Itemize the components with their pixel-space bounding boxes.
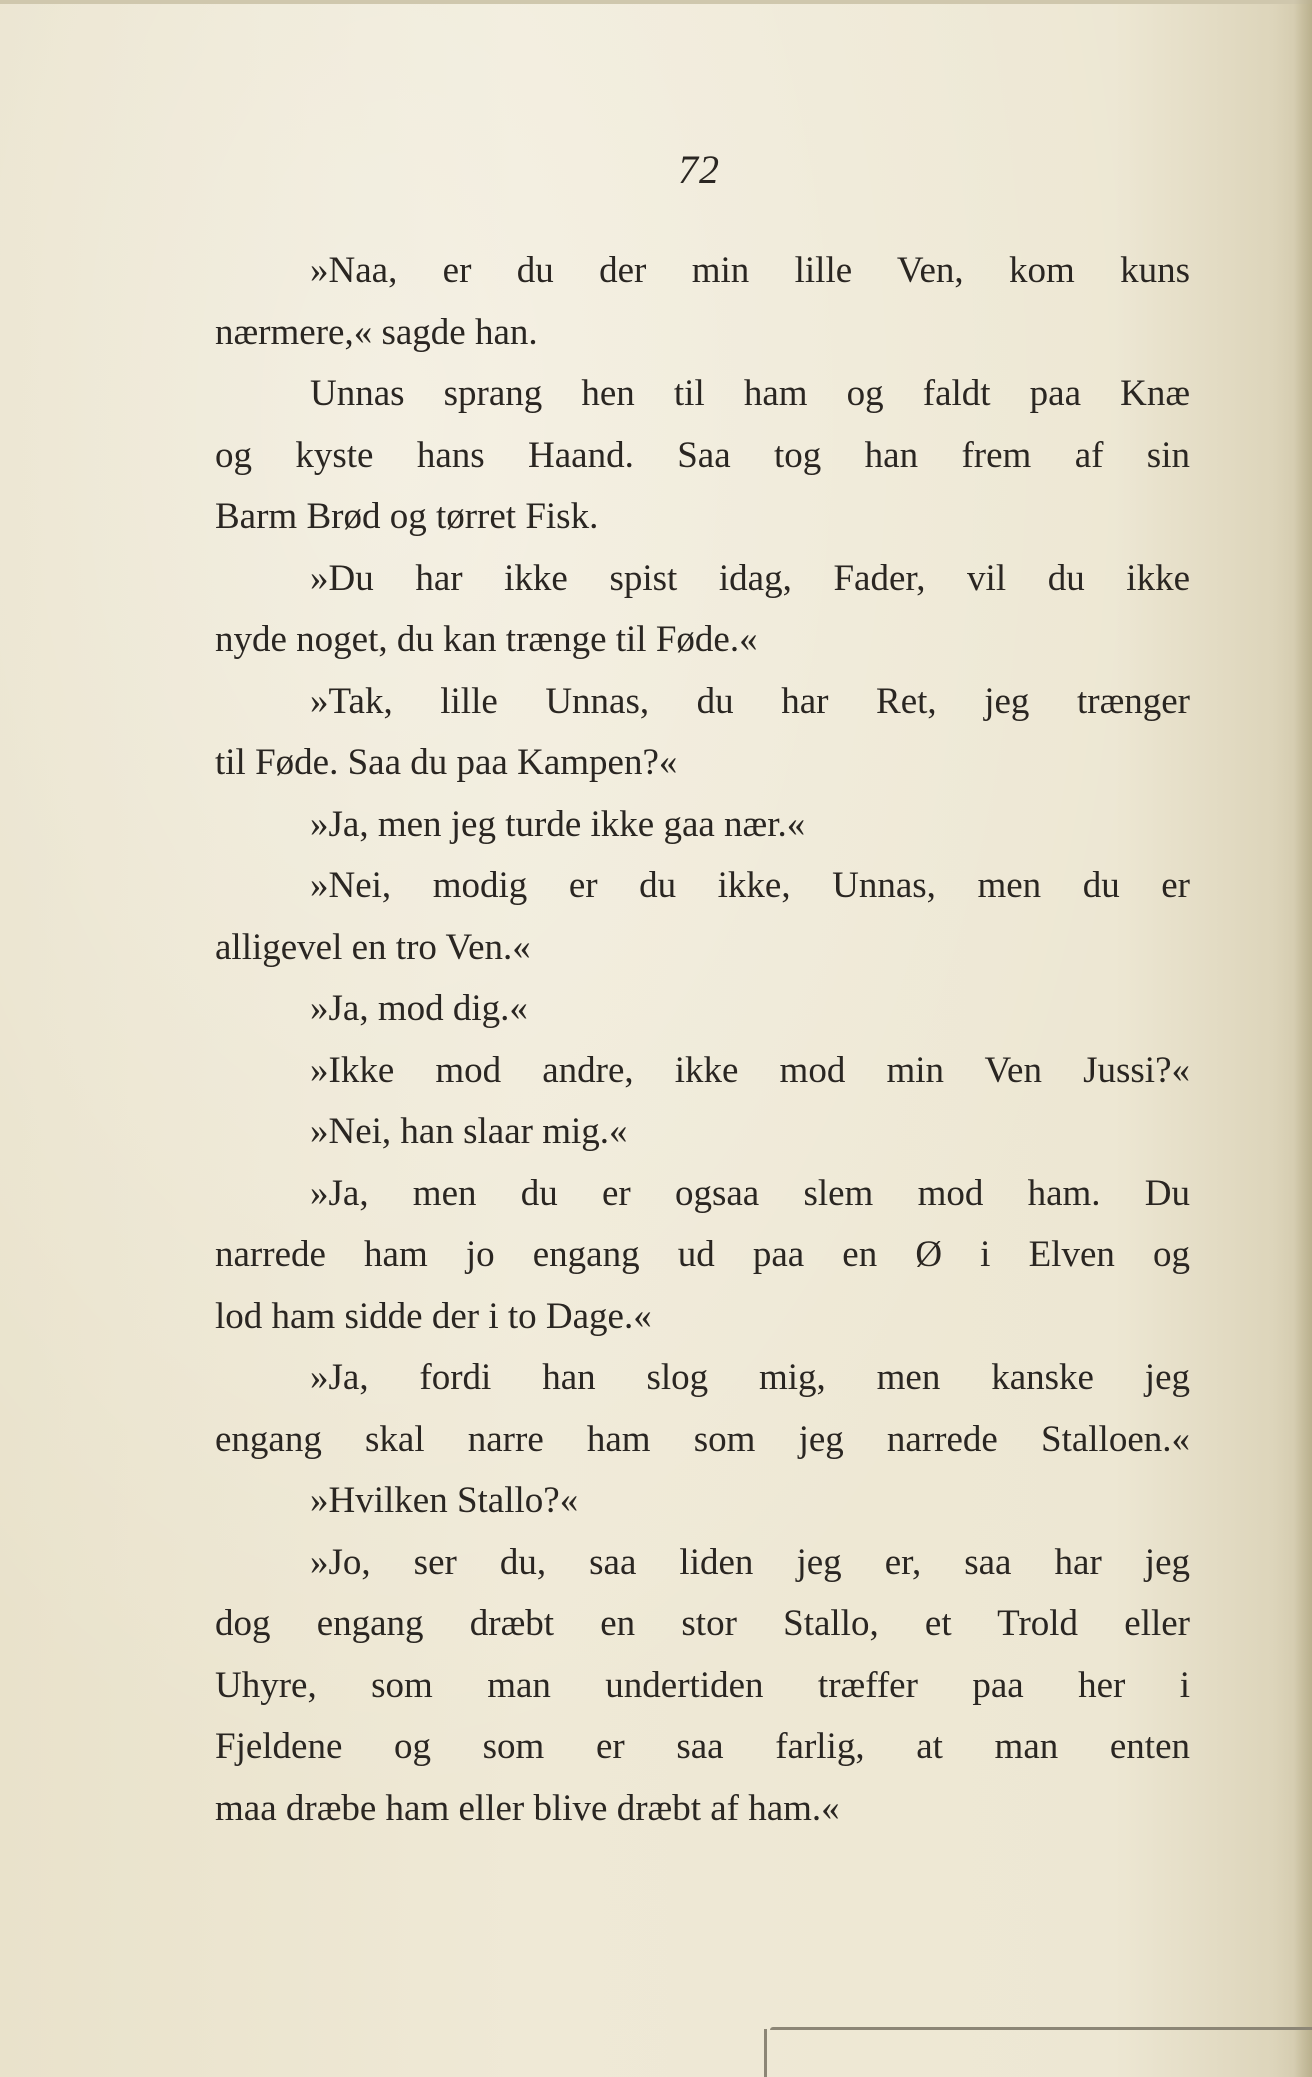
text-line: engang skal narre ham som jeg narrede Stalloen.« — [215, 1418, 1190, 1460]
text-line: lod ham sidde der i to Dage.« — [215, 1295, 652, 1337]
text-line: Unnas sprang hen til ham og faldt paa Knæ — [310, 373, 1190, 414]
text-line: »Ja, men du er ogsaa slem mod ham. Du — [310, 1172, 1190, 1214]
page-top-edge — [0, 0, 1312, 4]
text-line: Barm Brød og tørret Fisk. — [215, 496, 599, 537]
text-line: »Du har ikke spist idag, Fader, vil du ikke — [310, 557, 1190, 599]
text-line: »Nei, modig er du ikke, Unnas, men du er — [310, 865, 1190, 906]
text-line: »Ja, fordi han slog mig, men kanske jeg — [310, 1357, 1190, 1398]
text-line: nærmere,« sagde han. — [215, 311, 538, 353]
text-line: maa dræbe ham eller blive dræbt af ham.« — [215, 1787, 840, 1829]
bottom-rule — [770, 2027, 1312, 2030]
body-text — [215, 240, 1190, 1839]
text-line: »Ja, mod dig.« — [310, 988, 528, 1029]
text-line: »Naa, er du der min lille Ven, kom kuns — [310, 250, 1190, 291]
page-number: 72 — [678, 147, 720, 192]
text-line: »Tak, lille Unnas, du har Ret, jeg trænger — [310, 680, 1190, 722]
text-line: til Føde. Saa du paa Kampen?« — [215, 742, 678, 783]
page-edge-shadow — [1294, 0, 1312, 2077]
text-line: »Ikke mod andre, ikke mod min Ven Jussi?« — [310, 1049, 1190, 1091]
bottom-rule-hook — [764, 2029, 767, 2077]
text-line: Fjeldene og som er saa farlig, at man enten — [215, 1726, 1190, 1767]
text-line: Uhyre, som man undertiden træffer paa her i — [215, 1664, 1190, 1706]
text-line: »Ja, men jeg turde ikke gaa nær.« — [310, 803, 806, 845]
text-line: »Hvilken Stallo?« — [310, 1480, 579, 1521]
text-line: alligevel en tro Ven.« — [215, 926, 531, 968]
text-line: og kyste hans Haand. Saa tog han frem af sin — [215, 434, 1190, 476]
text-line: »Jo, ser du, saa liden jeg er, saa har jeg — [310, 1541, 1190, 1583]
text-line: narrede ham jo engang ud paa en Ø i Elven og — [215, 1234, 1190, 1275]
text-line: »Nei, han slaar mig.« — [310, 1111, 628, 1152]
text-line: dog engang dræbt en stor Stallo, et Trold eller — [215, 1603, 1190, 1644]
text-line: nyde noget, du kan trænge til Føde.« — [215, 619, 758, 660]
